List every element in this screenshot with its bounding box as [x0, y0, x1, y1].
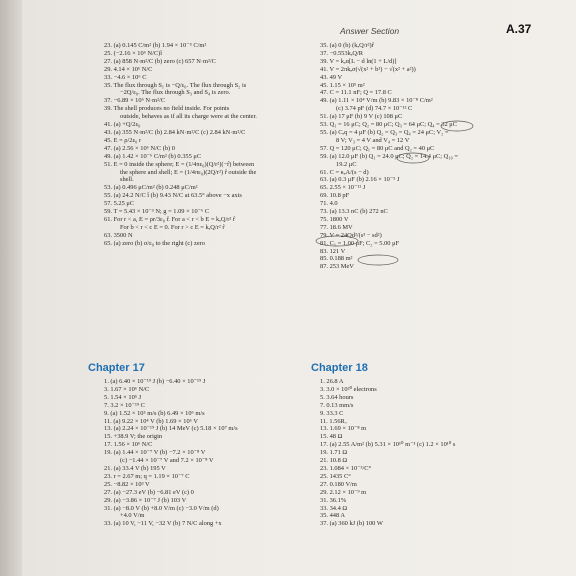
answer-line: 1. 26.8 A [320, 378, 344, 385]
answer-line: 15. 48 Ω [320, 433, 343, 441]
answer-line: 15. +38.9 V; the origin [104, 433, 163, 441]
answer-line: 37. −6.89 × 10⁶ N·m²/C [104, 97, 166, 105]
answer-line: 9. 33.3 C [320, 409, 344, 417]
chapter18-answers [320, 378, 540, 528]
answer-line: 17. (a) 2.55 A/m² (b) 5.31 × 10¹⁰ m⁻³ (c) 1.2 × 10¹⁰ s [320, 441, 456, 449]
answer-line: 7. 0.13 mm/s [320, 401, 354, 409]
answer-line: 25. 1435 C° [320, 472, 351, 480]
answer-line: the sphere and shell; E = (1/4πε₀)(2Q/r²) r̂ outside the [120, 168, 257, 176]
answer-line: 19.2 μC [336, 160, 357, 168]
answer-line: For b < r < c E = 0. For r > c E = kₑQ/r² r̂ [120, 223, 225, 231]
answer-line: 31. 36.1% [320, 496, 347, 504]
answer-line: 27. (a) 858 N·m²/C (b) zero (c) 657 N·m²/C [104, 57, 216, 65]
chapter16-answers-left [104, 42, 309, 248]
page-number: A.37 [506, 22, 532, 36]
answer-line: 47. C = 11.1 nF; Q = 17.8 C [320, 89, 392, 97]
answer-line: 11. 1.56Rₒ [320, 417, 347, 425]
answer-line: −2Q/ε₀. The flux through S₃ and S₄ is zero. [120, 89, 231, 97]
answer-line: shell. [120, 176, 134, 184]
answer-line: 3. 3.0 × 10²⁰ electrons [320, 385, 377, 393]
answer-line: 45. E = ρ/2ε₀ r [104, 136, 142, 144]
answer-line: 5. 1.54 × 10⁵ J [104, 393, 142, 401]
answer-line: 63. (a) 0.3 μF (b) 2.16 × 10⁻⁵ J [320, 176, 400, 184]
answer-line: 33. 34.4 Ω [320, 504, 348, 512]
chapter-17-heading: Chapter 17 [88, 362, 145, 374]
answer-line: 61. For r < a, E = ρr/3ε₀ r̂. For a < r < b E = kₑQ/r² r̂ [104, 215, 236, 223]
answer-line: 55. (a) Cₑq = 4 μF (b) Q₂ = Q₃ = Q₄ = 24 μC; V₂ = [320, 128, 449, 136]
answer-line: 35. (a) 0 (b) (kₑQ/r²)r̂ [320, 42, 374, 49]
answer-line: 27. (a) −27.3 eV (b) −6.81 eV (c) 0 [104, 488, 194, 496]
answer-line: 87. 253 MeV [320, 263, 354, 271]
answer-line: 75. 1800 V [320, 215, 349, 223]
answer-line: 29. 4.14 × 10⁶ N/C [104, 65, 153, 73]
answer-line: 21. 10.8 Ω [320, 457, 348, 465]
answer-line: 27. 0.180 V/m [320, 480, 357, 488]
answer-line: 35. The flux through S₁ is −Q/ε₀. The flux through S₂ is [104, 81, 247, 89]
answer-line: 7. 3.2 × 10⁻¹⁹ C [104, 401, 145, 409]
answer-line: 11. (a) 9.22 × 10⁴ V (b) 1.69 × 10⁶ V [104, 417, 198, 425]
answer-line: 57. Q = 120 μC; Q₁ = 80 μC and Q₂ = 40 μC [320, 144, 435, 152]
answer-line: 47. (a) 2.56 × 10⁶ N/C (b) 0 [104, 144, 175, 152]
answer-line: outside, behaves as if all its charge were at the center. [120, 113, 257, 121]
answer-line: 37. −0.553kₑQ/R [320, 49, 364, 57]
answer-line: +4.0 V/m [120, 512, 145, 520]
answer-line: 49. (a) 1.42 × 10⁻⁶ C/m² (b) 0.355 μC [104, 152, 202, 160]
answer-line: 43. 49 V [320, 73, 343, 81]
answer-line: 81. C₁ = 1.00 μF; C₂ = 5.00 μF [320, 239, 400, 247]
answer-line: 51. E = 0 inside the sphere; E = (1/4πε₀)(Q/r²)(−r̂) between [104, 160, 255, 168]
answer-line: 29. (a) −3.86 × 10⁻⁷ J (b) 103 V [104, 496, 187, 504]
answer-line: 77. 18.6 MV [320, 223, 353, 231]
page-edge-shadow [0, 0, 22, 576]
answer-line: 59. (a) 12.0 μF (b) Q₁ = 24.0 μC; Q₂ = 14.4 μC; Q₁₀ = [320, 152, 458, 160]
answer-line: 61. C = κₑA/(s − d) [320, 168, 369, 176]
answer-line: 69. 10.8 pF [320, 192, 350, 200]
answer-line: 85. 0.188 m² [320, 255, 353, 263]
answer-line: 33. (a) 10 V, −11 V, −32 V (b) 7 N/C along +x [104, 520, 222, 528]
running-header-section: Answer Section [340, 26, 400, 36]
answer-line: 8 V; V₃ = 4 V and V₄ = 12 V [336, 136, 410, 144]
chapter17-answers-continued [320, 42, 540, 271]
answer-line: 57. 5.25 μC [104, 200, 135, 208]
answer-line: 19. (a) 1.44 × 10⁻⁷ V (b) −7.2 × 10⁻⁸ V [104, 449, 206, 457]
answer-line: 41. (a) +Q/2ε₀ [104, 121, 141, 129]
answer-line: 23. 1.084 × 10⁻³/C° [320, 464, 372, 472]
chapter-18-heading: Chapter 18 [311, 362, 368, 374]
answer-line: (c) −1.44 × 10⁻⁷ V and 7.2 × 10⁻⁸ V [120, 457, 214, 465]
answer-line: 13. (a) 2.24 × 10⁻¹⁹ J (b) 14 MeV (c) 5.18 × 10⁷ m/s [104, 425, 238, 433]
answer-line: 35. 448 A [320, 512, 346, 520]
answer-line: 25. (−2.16 × 10⁶ N/C)î [104, 49, 163, 57]
answer-line: 23. (a) 0.145 C/m² (b) 1.94 × 10⁻⁵ C/m² [104, 42, 207, 49]
answer-line: 33. −4.6 × 10⁶ C [104, 73, 147, 81]
answer-line: 31. (a) −8.0 V (b) +8.0 V/m (c) −3.0 V/m (d) [104, 504, 219, 512]
answer-line: 63. 3500 N [104, 231, 133, 239]
answer-line: 3. 1.67 × 10⁶ N/C [104, 385, 150, 393]
answer-line: 13. 1.69 × 10⁻⁸ m [320, 425, 367, 433]
answer-line: 19. 1.71 Ω [320, 449, 348, 457]
answer-line: 49. (a) 1.11 × 10⁴ V/m (b) 9.83 × 10⁻⁸ C/m² [320, 97, 433, 105]
answer-line: 51. (a) 17 μF (b) 9 V (c) 108 μC [320, 113, 403, 121]
answer-line: 5. 3.64 hours [320, 393, 354, 401]
answer-line: 17. 1.56 × 10⁶ N/C [104, 441, 153, 449]
answer-line: 65. (a) zero (b) σ/ε₀ to the right (c) zero [104, 239, 205, 247]
answer-line: 37. (a) 360 kJ (b) 100 W [320, 520, 383, 528]
answer-line: 39. V = kₑα[L − d ln(1 + L/d)] [320, 57, 397, 65]
chapter17-answers [104, 378, 309, 528]
answer-line: 9. (a) 1.52 × 10⁵ m/s (b) 6.49 × 10⁶ m/s [104, 409, 205, 417]
answer-line: 55. (a) 24.2 N/C î (b) 9.43 N/C at 63.5° above −x axis [104, 192, 242, 200]
answer-line: 29. 2.12 × 10⁻⁹ m [320, 488, 367, 496]
answer-line: 73. (a) 13.3 nC (b) 272 nC [320, 208, 388, 216]
answer-line: 1. (a) 6.40 × 10⁻¹⁹ J (b) −6.40 × 10⁻¹⁹ J [104, 378, 206, 385]
answer-line: 21. (a) 33.4 V (b) 195 V [104, 464, 166, 472]
answer-line: 79. V = 24Qd²/(s³ − sd²) [320, 231, 382, 239]
answer-line: 71. 4.0 [320, 200, 338, 208]
answer-line: 45. 1.15 × 10⁵ m² [320, 81, 365, 89]
answer-line: 53. Q₁ = 16 μC; Q₂ = 80 μC; Q₃ = 64 μC; Q₄ = 32 μC [320, 121, 457, 129]
answer-line: 53. (a) 0.496 μC/m² (b) 0.248 μC/m² [104, 184, 198, 192]
answer-line: 83. 121 V [320, 247, 346, 255]
answer-line: 41. V = 2πkₑσ(√(x² + b²) − √(x² + a²)) [320, 65, 416, 73]
answer-line: (c) 3.74 pF (d) 74.7 × 10⁻¹² C [336, 105, 413, 113]
answer-line: 43. (a) 355 N·m²/C (b) 2.84 kN·m²/C (c) 2.84 kN·m²/C [104, 128, 246, 136]
answer-line: 25. −8.82 × 10³ V [104, 480, 150, 488]
answer-line: 23. r = 2.67 m; q = 1.19 × 10⁻⁷ C [104, 472, 190, 480]
answer-line: 65. 2.55 × 10⁻¹¹ J [320, 184, 366, 192]
answer-line: 39. The shell produces no field inside. For points [104, 105, 230, 113]
answer-line: 59. T = 5.43 × 10⁻³ N; g = 1.09 × 10⁻⁶ C [104, 208, 210, 216]
